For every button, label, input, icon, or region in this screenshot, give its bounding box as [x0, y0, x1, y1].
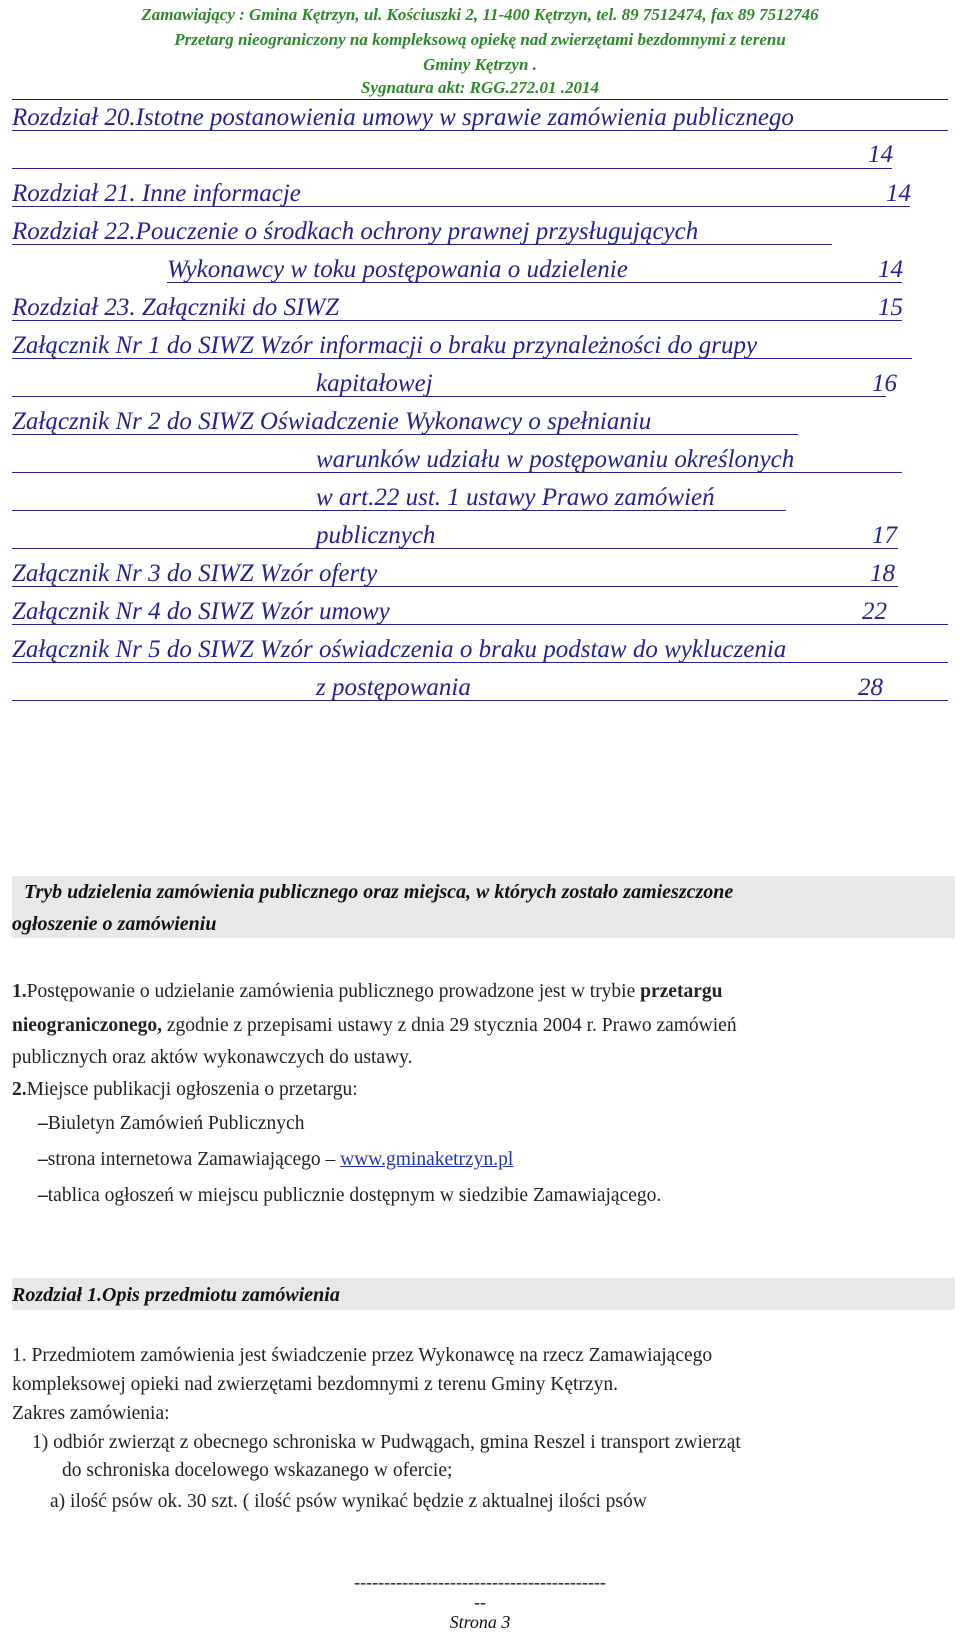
header-signature: Sygnatura akt: RGG.272.01 .2014 [360, 78, 600, 97]
r1-scope-item-1a: a) ilość psów ok. 30 szt. ( ilość psów wynikać będzie z aktualnej ilości psów [50, 1491, 647, 1512]
section-heading-tryb-cont: ogłoszenie o zamówieniu [12, 913, 217, 935]
toc-entry-21[interactable]: Rozdział 21. Inne informacje [12, 180, 301, 207]
toc-entry-20[interactable]: Rozdział 20.Istotne postanowienia umowy w sprawie zamówienia publicznego [12, 104, 794, 131]
list-item-bzp: –Biuletyn Zamówień Publicznych [38, 1113, 305, 1134]
paragraph-1-line-2: nieograniczonego, zgodnie z przepisami ustawy z dnia 29 stycznia 2004 r. Prawo zamówień [12, 1015, 737, 1036]
toc-page-22: 14 [878, 256, 903, 283]
toc-page-21: 14 [886, 180, 911, 207]
toc-annex-2[interactable]: Załącznik Nr 2 do SIWZ Oświadczenie Wykonawcy o spełnianiu [12, 408, 652, 435]
r1-scope-item-1-cont: do schroniska docelowego wskazanego w ofercie; [62, 1460, 453, 1481]
r1-paragraph-1-line-1: 1. Przedmiotem zamówienia jest świadczenie przez Wykonawcę na rzecz Zamawiającego [12, 1345, 713, 1366]
toc-page-annex-2: 17 [872, 522, 897, 549]
toc-annex-4[interactable]: Załącznik Nr 4 do SIWZ Wzór umowy [12, 598, 390, 625]
header-title: Przetarg nieograniczony na kompleksową opiekę nad zwierzętami bezdomnymi z terenu [174, 30, 786, 49]
website-link[interactable]: www.gminaketrzyn.pl [340, 1149, 514, 1170]
toc-page-annex-5: 28 [858, 674, 883, 701]
toc-page-annex-3: 18 [870, 560, 895, 587]
paragraph-1-line-1: 1.Postępowanie o udzielanie zamówienia publicznego prowadzone jest w trybie przetargu [12, 981, 723, 1002]
page-number: Strona 3 [449, 1612, 511, 1632]
toc-annex-2-cont3[interactable]: publicznych [316, 522, 436, 549]
footer-separator-2: -- [474, 1592, 486, 1612]
toc-annex-5[interactable]: Załącznik Nr 5 do SIWZ Wzór oświadczenia o braku podstaw do wykluczenia [12, 636, 787, 663]
header-address: Zamawiający : Gmina Kętrzyn, ul. Kościuszki 2, 11-400 Kętrzyn, tel. 89 7512474, fax 89 7512746 [141, 5, 819, 24]
paragraph-1-line-3: publicznych oraz aktów wykonawczych do ustawy. [12, 1047, 413, 1068]
section-heading-r1: Rozdział 1.Opis przedmiotu zamówienia [12, 1284, 340, 1306]
toc-annex-1[interactable]: Załącznik Nr 1 do SIWZ Wzór informacji o braku przynależności do grupy [12, 332, 758, 359]
toc-annex-1-cont[interactable]: kapitałowej [316, 370, 433, 397]
toc-annex-2-cont1[interactable]: warunków udziału w postępowaniu określonych [316, 446, 795, 473]
toc-annex-3[interactable]: Załącznik Nr 3 do SIWZ Wzór oferty [12, 560, 378, 587]
toc-entry-23[interactable]: Rozdział 23. Załączniki do SIWZ [12, 294, 340, 321]
toc-annex-2-cont2[interactable]: w art.22 ust. 1 ustawy Prawo zamówień [316, 484, 715, 511]
paragraph-2: 2.Miejsce publikacji ogłoszenia o przetargu: [12, 1079, 358, 1100]
toc-entry-22[interactable]: Rozdział 22.Pouczenie o środkach ochrony prawnej przysługujących [12, 218, 699, 245]
r1-paragraph-1-line-2: kompleksowej opieki nad zwierzętami bezdomnymi z terenu Gminy Kętrzyn. [12, 1374, 618, 1395]
toc-page-23: 15 [878, 294, 903, 321]
toc-annex-5-cont[interactable]: z postępowania [316, 674, 471, 701]
section-heading-tryb: Tryb udzielenia zamówienia publicznego oraz miejsca, w których zostało zamieszczone [24, 881, 734, 903]
r1-scope-label: Zakres zamówienia: [12, 1403, 170, 1424]
r1-scope-item-1: 1) odbiór zwierząt z obecnego schroniska w Pudwągach, gmina Reszel i transport zwierząt [32, 1432, 741, 1453]
list-item-board: –tablica ogłoszeń w miejscu publicznie dostępnym w siedzibie Zamawiającego. [38, 1185, 662, 1206]
toc-entry-22-cont[interactable]: Wykonawcy w toku postępowania o udzielenie [167, 256, 628, 283]
toc-page-annex-4: 22 [862, 598, 887, 625]
list-item-website: –strona internetowa Zamawiającego – www.gminaketrzyn.pl [38, 1149, 514, 1170]
footer-separator: ------------------------------------------ [354, 1572, 606, 1592]
toc-page-annex-1: 16 [872, 370, 897, 397]
toc-page-20: 14 [868, 141, 893, 168]
header-divider [12, 99, 948, 100]
header-title-cont: Gminy Kętrzyn . [423, 55, 537, 74]
